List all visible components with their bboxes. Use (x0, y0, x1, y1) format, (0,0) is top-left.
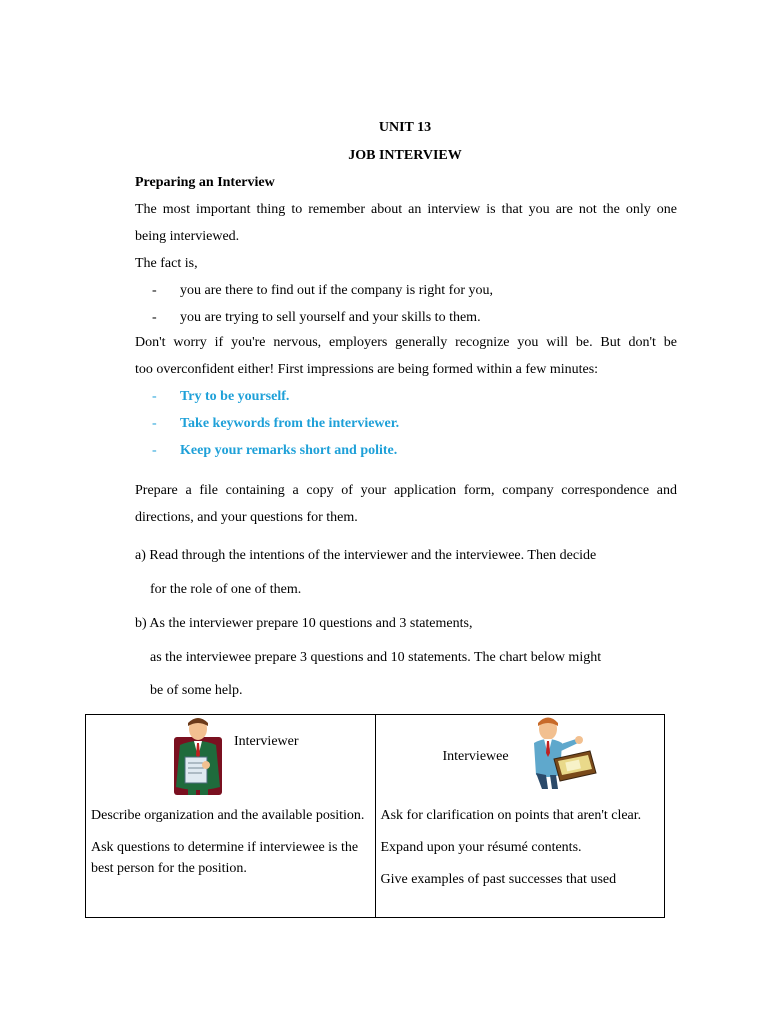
worry-line-2: too overconfident either! First impressions are being formed within a few minutes: (135, 362, 599, 377)
interviewee-items (376, 803, 665, 903)
unit-subtitle: JOB INTERVIEW (348, 148, 462, 163)
prepare-line-1: Prepare a file containing a copy of your application form, company correspondence and (135, 483, 677, 498)
intro-line-1: The most important thing to remember about an interview is that you are not the only one (135, 202, 677, 217)
interviewer-column (86, 715, 376, 918)
roles-chart-table (85, 714, 665, 918)
worry-line-1: Don't worry if you're nervous, employers generally recognize you will be. But don't be (135, 335, 677, 350)
interviewee-item: Ask for clarification on points that aren't clear. (380, 808, 642, 823)
task-b-line-2: as the interviewee prepare 3 questions and 10 statements. The chart below might (150, 650, 602, 665)
tip-dash: - (152, 416, 157, 431)
interviewee-item: Give examples of past successes that used (380, 872, 617, 887)
tip-item: Keep your remarks short and polite. (180, 443, 398, 458)
bullet-dash: - (152, 310, 157, 325)
interviewee-figure-icon (524, 715, 600, 791)
section-heading: Preparing an Interview (135, 175, 275, 190)
tip-dash: - (152, 389, 157, 404)
interviewer-items (86, 803, 375, 892)
fact-bullet: you are there to find out if the company is right for you, (180, 283, 493, 298)
tip-item: Take keywords from the interviewer. (180, 416, 400, 431)
task-b-line-1: b) As the interviewer prepare 10 questions and 3 statements, (135, 616, 473, 631)
interviewer-item: Ask questions to determine if interviewee is the best person for the position. (91, 840, 359, 876)
interviewer-item: Describe organization and the available position. (91, 808, 365, 823)
interviewee-header (376, 715, 665, 803)
intro-line-2: being interviewed. (135, 229, 240, 244)
task-a-line-2: for the role of one of them. (150, 582, 302, 597)
interviewee-item: Expand upon your résumé contents. (380, 840, 582, 855)
interviewee-label: Interviewee (442, 749, 509, 764)
tip-item: Try to be yourself. (180, 389, 290, 404)
task-b-line-3: be of some help. (150, 683, 243, 698)
fact-line: The fact is, (135, 256, 198, 271)
interviewer-label: Interviewer (234, 734, 299, 749)
interviewee-column (375, 715, 665, 918)
unit-title: UNIT 13 (378, 120, 432, 135)
tip-dash: - (152, 443, 157, 458)
task-a-line-1: a) Read through the intentions of the interviewer and the interviewee. Then decide (135, 548, 597, 563)
prepare-line-2: directions, and your questions for them. (135, 510, 358, 525)
interviewer-figure-icon (168, 715, 228, 797)
bullet-dash: - (152, 283, 157, 298)
fact-bullet: you are trying to sell yourself and your skills to them. (180, 310, 481, 325)
interviewer-header (86, 715, 375, 803)
